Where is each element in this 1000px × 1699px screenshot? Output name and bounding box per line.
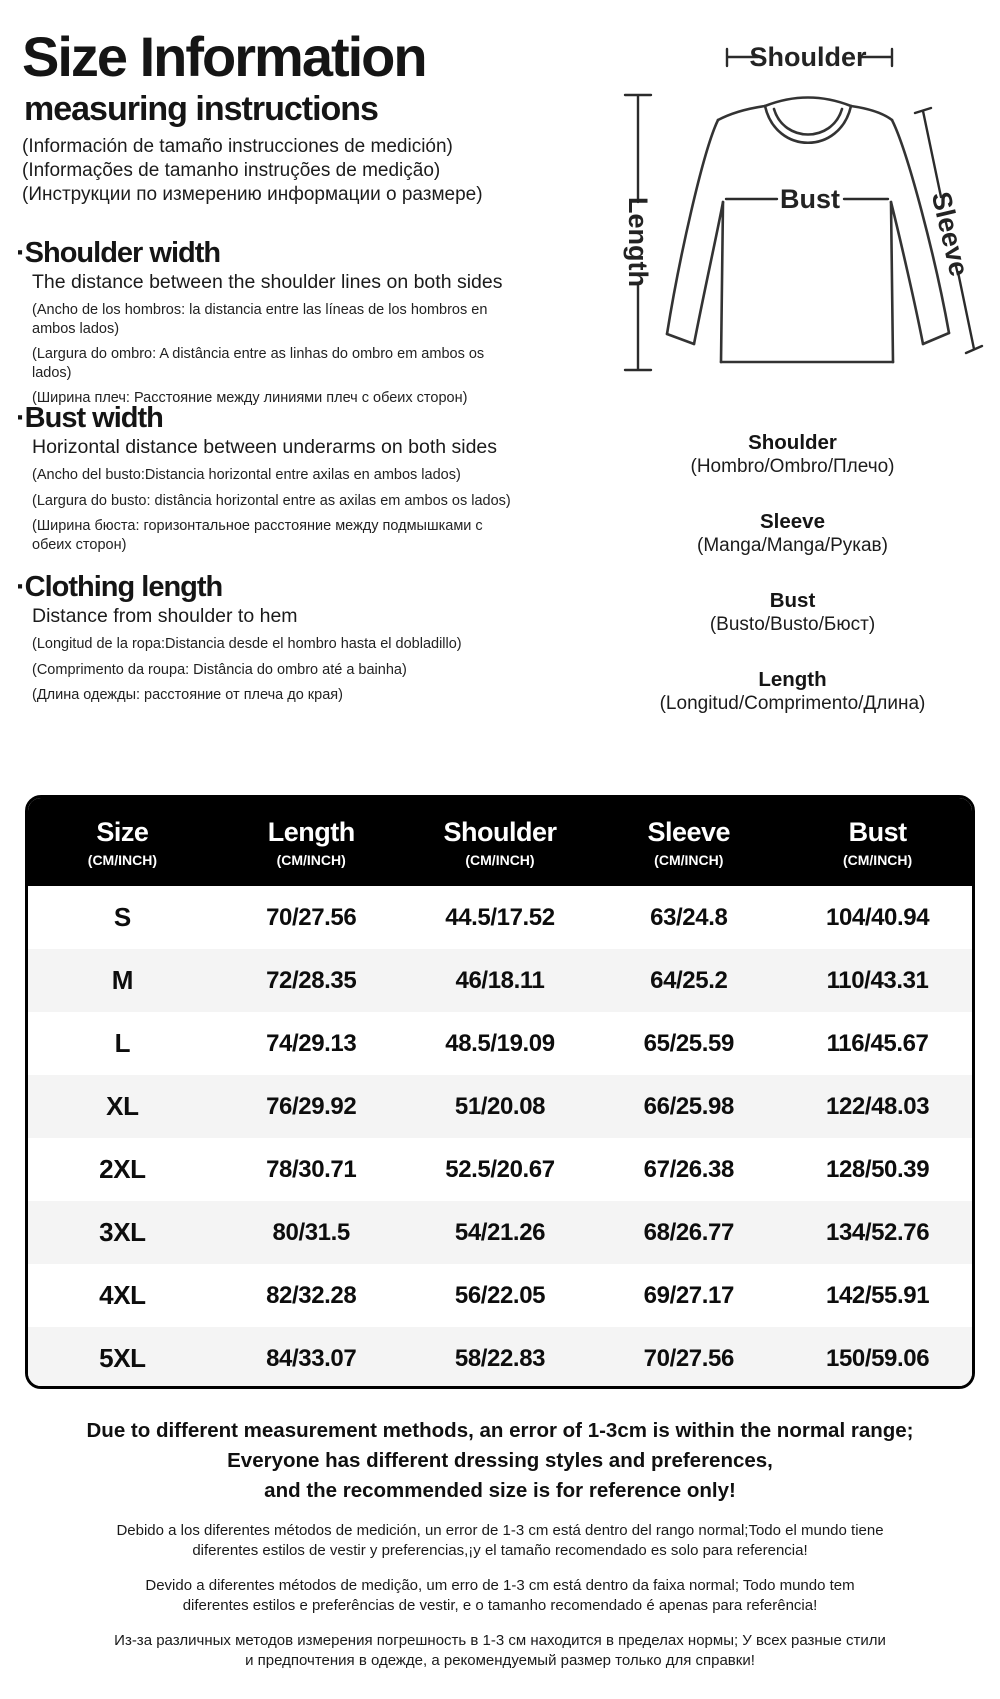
size-cell: XL xyxy=(106,1091,139,1121)
shoulder-cell: 48.5/19.09 xyxy=(445,1029,555,1057)
section-translation-es: (Longitud de la ropa:Distancia desde el hombro hasta el dobladillo) xyxy=(32,636,462,653)
left-body-side xyxy=(721,202,723,362)
sleeve-cell: 63/24.8 xyxy=(650,903,728,931)
legend-translation: (Longitud/Comprimento/Длина) xyxy=(659,693,926,714)
column-label: Shoulder xyxy=(443,816,557,847)
diagram-length-label: Length xyxy=(623,197,653,287)
column-header-length xyxy=(217,798,406,886)
measurement-legend xyxy=(570,430,1000,746)
column-header-sleeve xyxy=(594,798,783,886)
shoulder-cell: 51/20.08 xyxy=(454,1092,546,1120)
length-cell: 70/27.56 xyxy=(266,903,357,931)
length-cell: 76/29.92 xyxy=(266,1092,357,1120)
section-translation-pt: (Largura do ombro: A distância entre as linhas do ombro em ambos os lados) xyxy=(32,346,485,381)
sleeve-cell: 68/26.77 xyxy=(643,1218,734,1246)
bust-cell: 134/52.76 xyxy=(826,1218,930,1246)
sleeve-cell: 67/26.38 xyxy=(643,1155,734,1183)
right-sleeve-inner xyxy=(891,202,923,344)
size-table-header xyxy=(28,798,972,886)
page-subtitle: measuring instructions xyxy=(24,89,378,128)
right-body-side xyxy=(891,202,893,362)
headline-translation-ru: (Инструкции по измерению информации о размере) xyxy=(22,183,483,205)
length-cell: 78/30.71 xyxy=(266,1155,357,1183)
note-portuguese-line: diferentes estilos e preferências de vestir, e o tamanho recomendado é apenas para referência! xyxy=(182,1597,818,1614)
note-russian-line: и предпочтения в одежде, а рекомендуемый размер только для справки! xyxy=(245,1652,755,1669)
section-translation-ru: (Ширина бюста: горизонтальное расстояние между подмышками с обеих сторон) xyxy=(32,518,483,553)
section-translations xyxy=(22,635,542,705)
column-header-size xyxy=(28,798,217,886)
section-translation-es: (Ancho del busto:Distancia horizontal entre axilas en ambos lados) xyxy=(32,467,461,484)
diagram-shoulder-label: Shoulder xyxy=(749,42,867,72)
legend-term: Bust xyxy=(769,589,816,612)
size-cell: L xyxy=(114,1028,131,1058)
note-english xyxy=(0,1416,1000,1506)
bust-cell: 104/40.94 xyxy=(826,903,930,931)
sleeve-cell: 64/25.2 xyxy=(650,966,728,994)
column-header-shoulder xyxy=(406,798,595,886)
shirt-measurement-diagram xyxy=(555,16,1000,398)
size-table xyxy=(25,795,975,1389)
note-english-line: Due to different measurement methods, an error of 1-3cm is within the normal range; xyxy=(86,1419,914,1442)
legend-term: Shoulder xyxy=(748,431,837,454)
section-title: ·Bust width xyxy=(16,402,163,434)
column-unit: (CM/INCH) xyxy=(842,851,913,868)
bust-cell: 110/43.31 xyxy=(826,966,929,994)
column-unit: (CM/INCH) xyxy=(465,851,535,868)
header-row xyxy=(28,798,972,886)
note-english-line: and the recommended size is for reference only! xyxy=(264,1479,736,1502)
section-bust-width xyxy=(16,402,542,554)
bust-cell: 122/48.03 xyxy=(826,1092,930,1120)
shirt-outline xyxy=(667,98,949,363)
section-description: Horizontal distance between underarms on both sides xyxy=(32,436,498,459)
section-translation-ru: (Ширина плеч: Расстояние между линиями плеч с обеих сторон) xyxy=(32,390,468,407)
bust-cell: 150/59.06 xyxy=(826,1344,930,1372)
note-russian-line: Из-за различных методов измерения погрешность в 1-3 см находится в пределах нормы; У всех разные стили xyxy=(114,1632,886,1649)
section-translations xyxy=(22,301,542,408)
legend-entry-bust xyxy=(570,588,1000,637)
legend-translation: (Hombro/Ombro/Плечо) xyxy=(690,456,895,477)
shoulder-cell: 52.5/20.67 xyxy=(445,1155,555,1183)
headline-translation-es: (Información de tamaño instrucciones de medición) xyxy=(22,135,453,157)
note-portuguese-line: Devido a diferentes métodos de medição, um erro de 1-3 cm está dentro da faixa normal; Todo mundo tem xyxy=(145,1577,855,1594)
table-row xyxy=(28,1012,972,1075)
right-shoulder-seam xyxy=(851,106,892,120)
section-translation-ru: (Длина одежды: расстояние от плеча до края) xyxy=(32,687,343,704)
length-cell: 80/31.5 xyxy=(272,1218,350,1246)
table-row xyxy=(28,1138,972,1201)
shoulder-cell: 54/21.26 xyxy=(454,1218,546,1246)
legend-entry-shoulder xyxy=(570,430,1000,479)
sleeve-cell: 66/25.98 xyxy=(643,1092,734,1120)
headline xyxy=(22,26,567,207)
column-label: Sleeve xyxy=(647,816,731,847)
left-sleeve-inner xyxy=(694,202,723,344)
sleeve-cell: 65/25.59 xyxy=(643,1029,734,1057)
size-cell: 4XL xyxy=(99,1280,146,1310)
footer-notes xyxy=(0,1416,1000,1671)
table-row xyxy=(28,1327,972,1389)
headline-translation-pt: (Informações de tamanho instruções de medição) xyxy=(22,159,441,181)
back-collar xyxy=(765,98,851,107)
length-cell: 72/28.35 xyxy=(266,966,357,994)
size-cell: 3XL xyxy=(99,1217,146,1247)
section-translation-es: (Ancho de los hombros: la distancia entre las líneas de los hombros en ambos lados) xyxy=(32,302,488,337)
left-sleeve-outer xyxy=(667,120,718,334)
table-row xyxy=(28,1264,972,1327)
column-label: Size xyxy=(96,816,149,847)
left-shoulder-seam xyxy=(718,106,765,120)
column-unit: (CM/INCH) xyxy=(654,851,724,868)
bust-cell: 116/45.67 xyxy=(826,1029,929,1057)
bust-cell: 128/50.39 xyxy=(826,1155,930,1183)
column-unit: (CM/INCH) xyxy=(87,851,157,868)
shoulder-cell: 56/22.05 xyxy=(454,1281,546,1309)
legend-entry-length xyxy=(570,667,1000,716)
legend-entry-sleeve xyxy=(570,509,1000,558)
note-english-line: Everyone has different dressing styles and preferences, xyxy=(227,1449,773,1472)
section-description: Distance from shoulder to hem xyxy=(32,605,298,628)
sleeve-cell: 69/27.17 xyxy=(643,1281,734,1309)
table-row xyxy=(28,1201,972,1264)
sleeve-cell: 70/27.56 xyxy=(643,1344,734,1372)
diagram-bust-label: Bust xyxy=(780,184,840,214)
length-cell: 74/29.13 xyxy=(266,1029,357,1057)
table-row xyxy=(28,886,972,949)
diagram-sleeve-label: Sleeve xyxy=(925,188,975,280)
table-row xyxy=(28,949,972,1012)
legend-term: Length xyxy=(758,668,827,691)
note-spanish xyxy=(0,1521,1000,1561)
section-description: The distance between the shoulder lines on both sides xyxy=(32,271,503,294)
shirt-diagram-svg xyxy=(555,16,1000,398)
size-table-body xyxy=(28,886,972,1389)
column-label: Bust xyxy=(848,816,907,847)
page-title: Size Information xyxy=(22,25,426,88)
column-header-bust xyxy=(783,798,972,886)
headline-translations xyxy=(22,135,567,206)
legend-translation: (Busto/Busto/Бюст) xyxy=(709,614,876,635)
note-portuguese xyxy=(0,1576,1000,1616)
section-title: ·Shoulder width xyxy=(16,237,221,269)
section-translations xyxy=(22,466,542,554)
legend-translation: (Manga/Manga/Рукав) xyxy=(697,535,888,556)
section-translation-pt: (Largura do busto: distância horizontal entre as axilas em ambos os lados) xyxy=(32,492,511,509)
note-spanish-line: diferentes estilos de vestir y preferencias,¡y el tamaño recomendado es solo para referencia! xyxy=(192,1542,808,1559)
section-shoulder-width xyxy=(16,237,542,408)
column-unit: (CM/INCH) xyxy=(276,851,346,868)
size-cell: M xyxy=(111,965,134,995)
collar-outer xyxy=(765,106,851,143)
shoulder-cell: 44.5/17.52 xyxy=(445,903,555,931)
column-label: Length xyxy=(267,816,355,847)
bust-cell: 142/55.91 xyxy=(826,1281,930,1309)
section-translation-pt: (Comprimento da roupa: Distância do ombro até a bainha) xyxy=(32,661,407,678)
section-clothing-length xyxy=(16,571,542,705)
note-russian xyxy=(0,1631,1000,1671)
left-cuff xyxy=(667,334,694,344)
size-cell: 2XL xyxy=(99,1154,146,1184)
legend-term: Sleeve xyxy=(760,510,825,533)
note-spanish-line: Debido a los diferentes métodos de medición, un error de 1-3 cm está dentro del rango normal;Todo el mundo tiene xyxy=(116,1522,884,1539)
section-title: ·Clothing length xyxy=(16,571,223,603)
collar-inner xyxy=(774,109,842,135)
size-cell: S xyxy=(113,902,131,932)
length-cell: 82/32.28 xyxy=(266,1281,357,1309)
table-row xyxy=(28,1075,972,1138)
right-cuff xyxy=(923,333,949,344)
shoulder-cell: 46/18.11 xyxy=(455,966,545,994)
size-cell: 5XL xyxy=(99,1343,146,1373)
length-cell: 84/33.07 xyxy=(266,1344,357,1372)
shoulder-cell: 58/22.83 xyxy=(454,1344,546,1372)
